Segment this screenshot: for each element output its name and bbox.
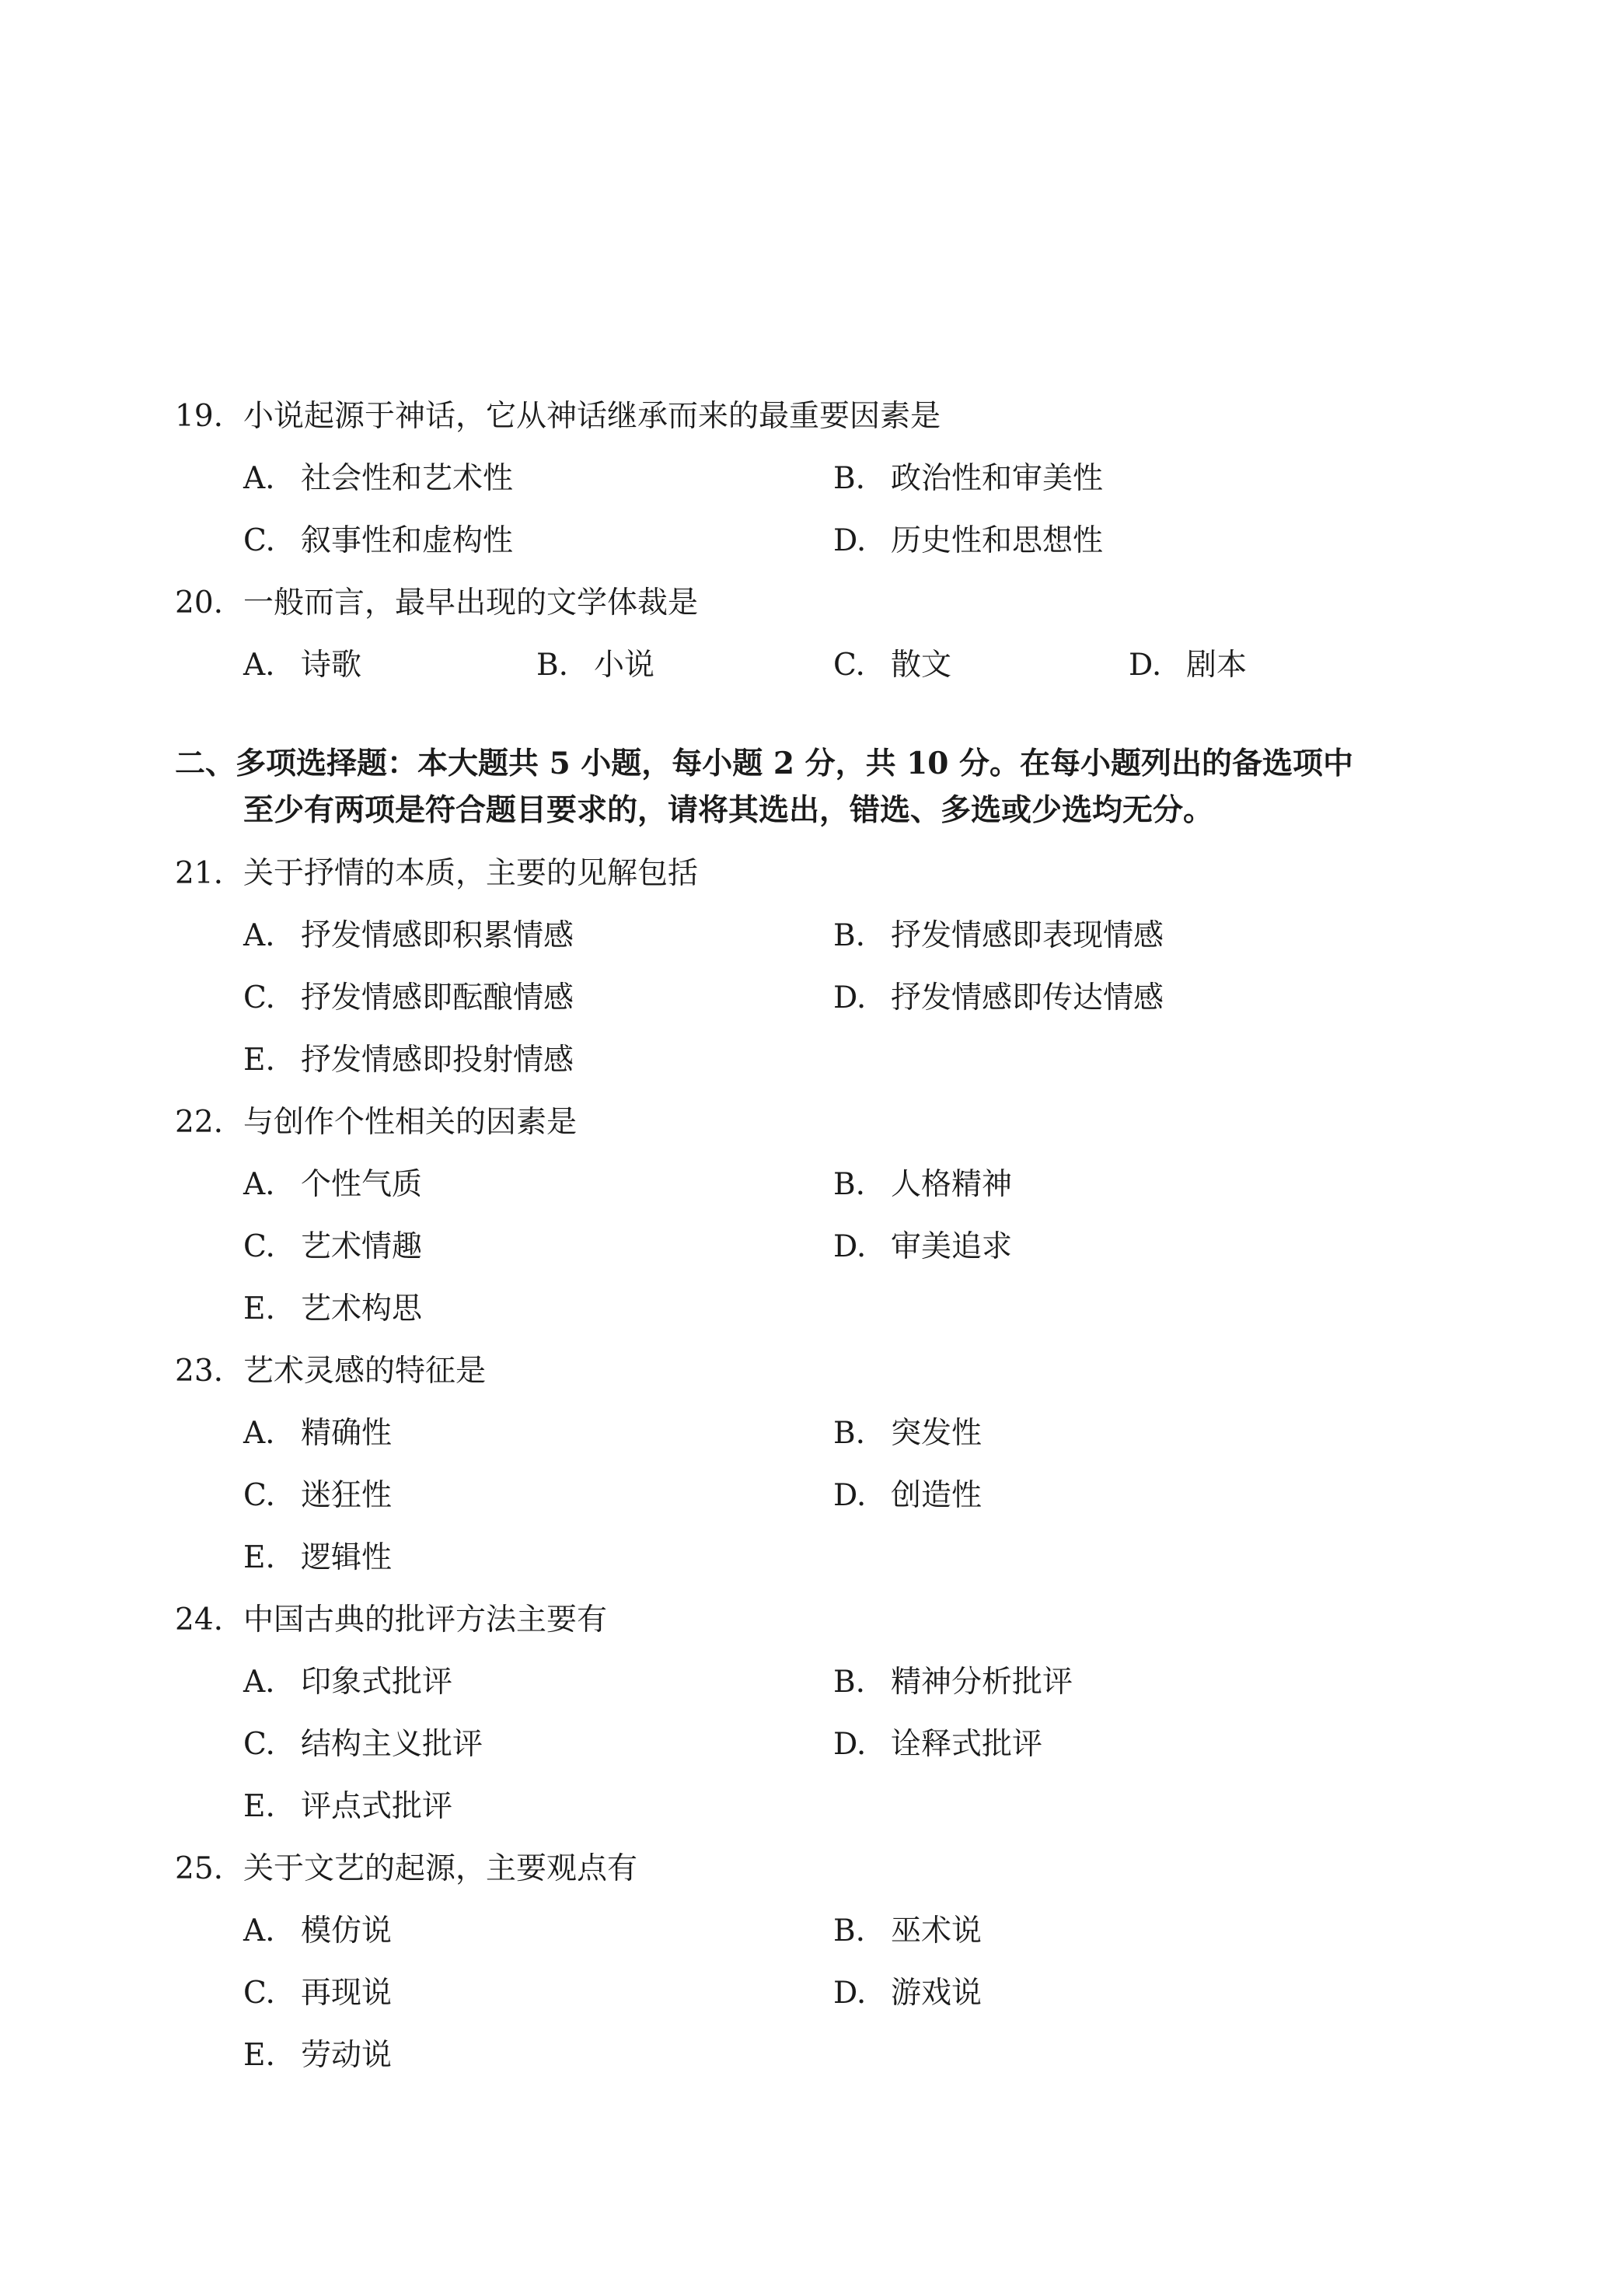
question-number: 24. bbox=[175, 1602, 224, 1637]
question-number: 21. bbox=[175, 856, 224, 891]
option-22-a: A. 个性气质 bbox=[243, 1167, 423, 1202]
option-23-d: D. 创造性 bbox=[833, 1478, 983, 1513]
question-number: 19. bbox=[175, 399, 224, 434]
option-20-c: C. 散文 bbox=[833, 648, 952, 683]
option-19-d: D. 历史性和思想性 bbox=[833, 523, 1104, 558]
option-20-a: A. 诗歌 bbox=[243, 648, 362, 683]
option-20-d: D. 剧本 bbox=[1129, 648, 1248, 683]
option-19-a: A. 社会性和艺术性 bbox=[243, 461, 514, 496]
option-21-d: D. 抒发情感即传达情感 bbox=[833, 980, 1164, 1015]
option-25-e: E. 劳动说 bbox=[243, 2038, 393, 2073]
question-stem: 与创作个性相关的因素是 bbox=[243, 1105, 578, 1140]
option-25-a: A. 模仿说 bbox=[243, 1913, 393, 1948]
option-19-c: C. 叙事性和虚构性 bbox=[243, 523, 514, 558]
option-19-b: B. 政治性和审美性 bbox=[833, 461, 1104, 496]
option-22-e: E. 艺术构思 bbox=[243, 1291, 423, 1326]
option-23-a: A. 精确性 bbox=[243, 1416, 393, 1451]
option-21-e: E. 抒发情感即投射情感 bbox=[243, 1043, 574, 1078]
option-24-c: C. 结构主义批评 bbox=[243, 1727, 483, 1762]
option-23-b: B. 突发性 bbox=[833, 1416, 983, 1451]
question-stem: 小说起源于神话，它从神话继承而来的最重要因素是 bbox=[243, 399, 941, 434]
question-stem: 关于文艺的起源，主要观点有 bbox=[243, 1851, 638, 1886]
question-stem: 关于抒情的本质，主要的见解包括 bbox=[243, 856, 699, 891]
question-number: 25. bbox=[175, 1851, 224, 1886]
option-21-a: A. 抒发情感即积累情感 bbox=[243, 918, 574, 953]
section-heading-cont: 至少有两项是符合题目要求的，请将其选出，错选、多选或少选均无分。 bbox=[243, 792, 1214, 828]
option-25-d: D. 游戏说 bbox=[833, 1976, 983, 2011]
question-stem: 艺术灵感的特征是 bbox=[243, 1354, 487, 1389]
question-stem: 中国古典的批评方法主要有 bbox=[243, 1602, 608, 1637]
question-number: 23. bbox=[175, 1354, 224, 1389]
option-24-d: D. 诠释式批评 bbox=[833, 1727, 1043, 1762]
option-20-b: B. 小说 bbox=[536, 648, 655, 683]
option-23-c: C. 迷狂性 bbox=[243, 1478, 393, 1513]
question-number: 22. bbox=[175, 1105, 224, 1140]
option-21-b: B. 抒发情感即表现情感 bbox=[833, 918, 1164, 953]
option-25-c: C. 再现说 bbox=[243, 1976, 393, 2011]
option-22-d: D. 审美追求 bbox=[833, 1229, 1013, 1264]
option-22-c: C. 艺术情趣 bbox=[243, 1229, 423, 1264]
section-heading: 二、多项选择题：本大题共 5 小题，每小题 2 分，共 10 分。在每小题列出的备选项中 bbox=[175, 746, 1354, 781]
option-25-b: B. 巫术说 bbox=[833, 1913, 983, 1948]
option-24-b: B. 精神分析批评 bbox=[833, 1665, 1073, 1700]
question-stem: 一般而言，最早出现的文学体裁是 bbox=[243, 585, 699, 620]
option-24-e: E. 评点式批评 bbox=[243, 1789, 453, 1824]
option-24-a: A. 印象式批评 bbox=[243, 1665, 453, 1700]
question-number: 20. bbox=[175, 585, 224, 620]
option-21-c: C. 抒发情感即酝酿情感 bbox=[243, 980, 574, 1015]
option-22-b: B. 人格精神 bbox=[833, 1167, 1013, 1202]
option-23-e: E. 逻辑性 bbox=[243, 1540, 393, 1575]
